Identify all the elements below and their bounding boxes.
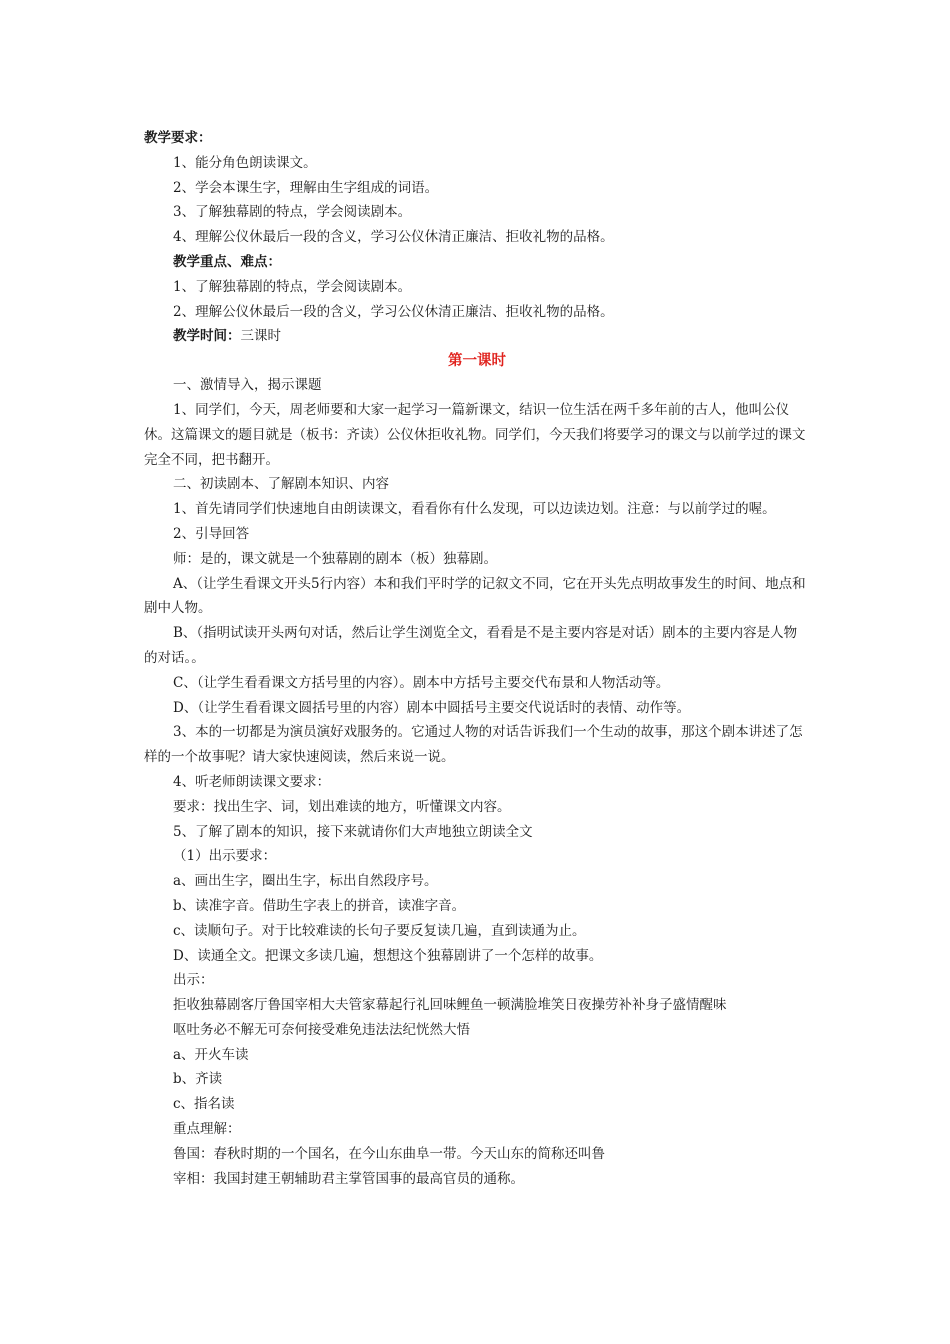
body-paragraph: 重点理解： — [173, 1121, 241, 1138]
body-paragraph: a、开火车读 — [173, 1046, 249, 1063]
body-paragraph: 鲁国：春秋时期的一个国名，在今山东曲阜一带。今天山东的简称还叫鲁 — [173, 1145, 605, 1162]
body-paragraph: B、（指明试读开头两句对话，然后让学生浏览全文，看看是不是主要内容是对话）剧本的主要内容是人物的对话。。 — [144, 625, 798, 666]
body-paragraph: 师：是的，课文就是一个独幕剧的剧本（板）独幕剧。 — [173, 550, 497, 567]
body-paragraph: C、（让学生看看课文方括号里的内容）。剧本中方括号主要交代布景和人物活动等。 — [173, 674, 670, 691]
body-paragraph: 出示： — [173, 972, 214, 989]
body-paragraph: 一、激情导入，揭示课题 — [173, 377, 322, 394]
teaching-time — [144, 324, 810, 349]
body-paragraph: D、（让学生看看课文圆括号里的内容）剧本中圆括号主要交代说话时的表情、动作等。 — [173, 699, 691, 716]
body-paragraph: c、读顺句子。对于比较难读的长句子要反复读几遍，直到读通为止。 — [173, 922, 586, 939]
body-paragraph: 宰相：我国封建王朝辅助君主掌管国事的最高官员的通称。 — [173, 1170, 524, 1187]
document-content — [144, 126, 810, 1191]
body-paragraph: D、读通全文。把课文多读几遍，想想这个独幕剧讲了一个怎样的故事。 — [173, 947, 603, 964]
requirement-item: 3、了解独幕剧的特点，学会阅读剧本。 — [173, 204, 412, 221]
body-paragraph: A、（让学生看课文开头5行内容）本和我们平时学的记叙文不同，它在开头先点明故事发生的时间、地点和剧中人物。 — [144, 575, 806, 617]
body-paragraph: b、齐读 — [173, 1071, 223, 1088]
body-paragraph: 1、首先请同学们快速地自由朗读课文，看看你有什么发现，可以边读边划。注意：与以前学过的喔。 — [173, 501, 776, 518]
body-paragraph: 5、了解了剧本的知识，接下来就请你们大声地独立朗读全文 — [173, 823, 533, 840]
vocabulary-line: 拒收独幕剧客厅鲁国宰相大夫管家幕起行礼回味鲤鱼一顿满脸堆笑日夜操劳补补身子盛情醒味 — [173, 997, 727, 1014]
vocabulary-line: 呕吐务必不解无可奈何接受难免违法法纪恍然大悟 — [173, 1021, 470, 1038]
body-paragraph: a、画出生字，圈出生字，标出自然段序号。 — [173, 873, 438, 890]
requirement-item: 1、能分角色朗读课文。 — [173, 154, 317, 171]
body-paragraph: b、读准字音。借助生字表上的拼音，读准字音。 — [173, 897, 466, 914]
teaching-time-value: 三课时 — [240, 328, 281, 345]
lesson-title: 第一课时 — [448, 352, 506, 370]
key-points-heading: 教学重点、难点： — [173, 253, 281, 270]
key-point-item: 2、理解公仪休最后一段的含义，学习公仪休清正廉洁、拒收礼物的品格。 — [173, 303, 614, 320]
body-paragraph: 要求：找出生字、词，划出难读的地方，听懂课文内容。 — [173, 798, 511, 815]
body-paragraph: 二、初读剧本、了解剧本知识、内容 — [173, 476, 389, 493]
requirement-item: 4、理解公仪休最后一段的含义，学习公仪休清正廉洁、拒收礼物的品格。 — [173, 229, 614, 246]
requirements-heading: 教学要求： — [144, 130, 212, 146]
requirement-item: 2、学会本课生字，理解由生字组成的词语。 — [173, 179, 439, 196]
body-paragraph: 2、引导回答 — [173, 525, 250, 542]
key-point-item: 1、了解独幕剧的特点，学会阅读剧本。 — [173, 278, 412, 295]
body-paragraph: c、指名读 — [173, 1096, 235, 1113]
body-paragraph: 1、同学们，今天，周老师要和大家一起学习一篇新课文，结识一位生活在两千多年前的古人，他叫公仪休。这篇课文的题目就是（板书：齐读）公仪休拒收礼物。同学们，今天我们将要学习的课文与以前学过的课文完全不同，把书翻开。 — [144, 401, 806, 468]
body-paragraph: 3、本的一切都是为演员演好戏服务的。它通过人物的对话告诉我们一个生动的故事，那这个剧本讲述了怎样的一个故事呢？请大家快速阅读，然后来说一说。 — [144, 724, 803, 766]
body-paragraph: 4、听老师朗读课文要求： — [173, 773, 331, 790]
teaching-time-label: 教学时间： — [173, 328, 241, 345]
body-paragraph: （1）出示要求： — [173, 848, 277, 865]
